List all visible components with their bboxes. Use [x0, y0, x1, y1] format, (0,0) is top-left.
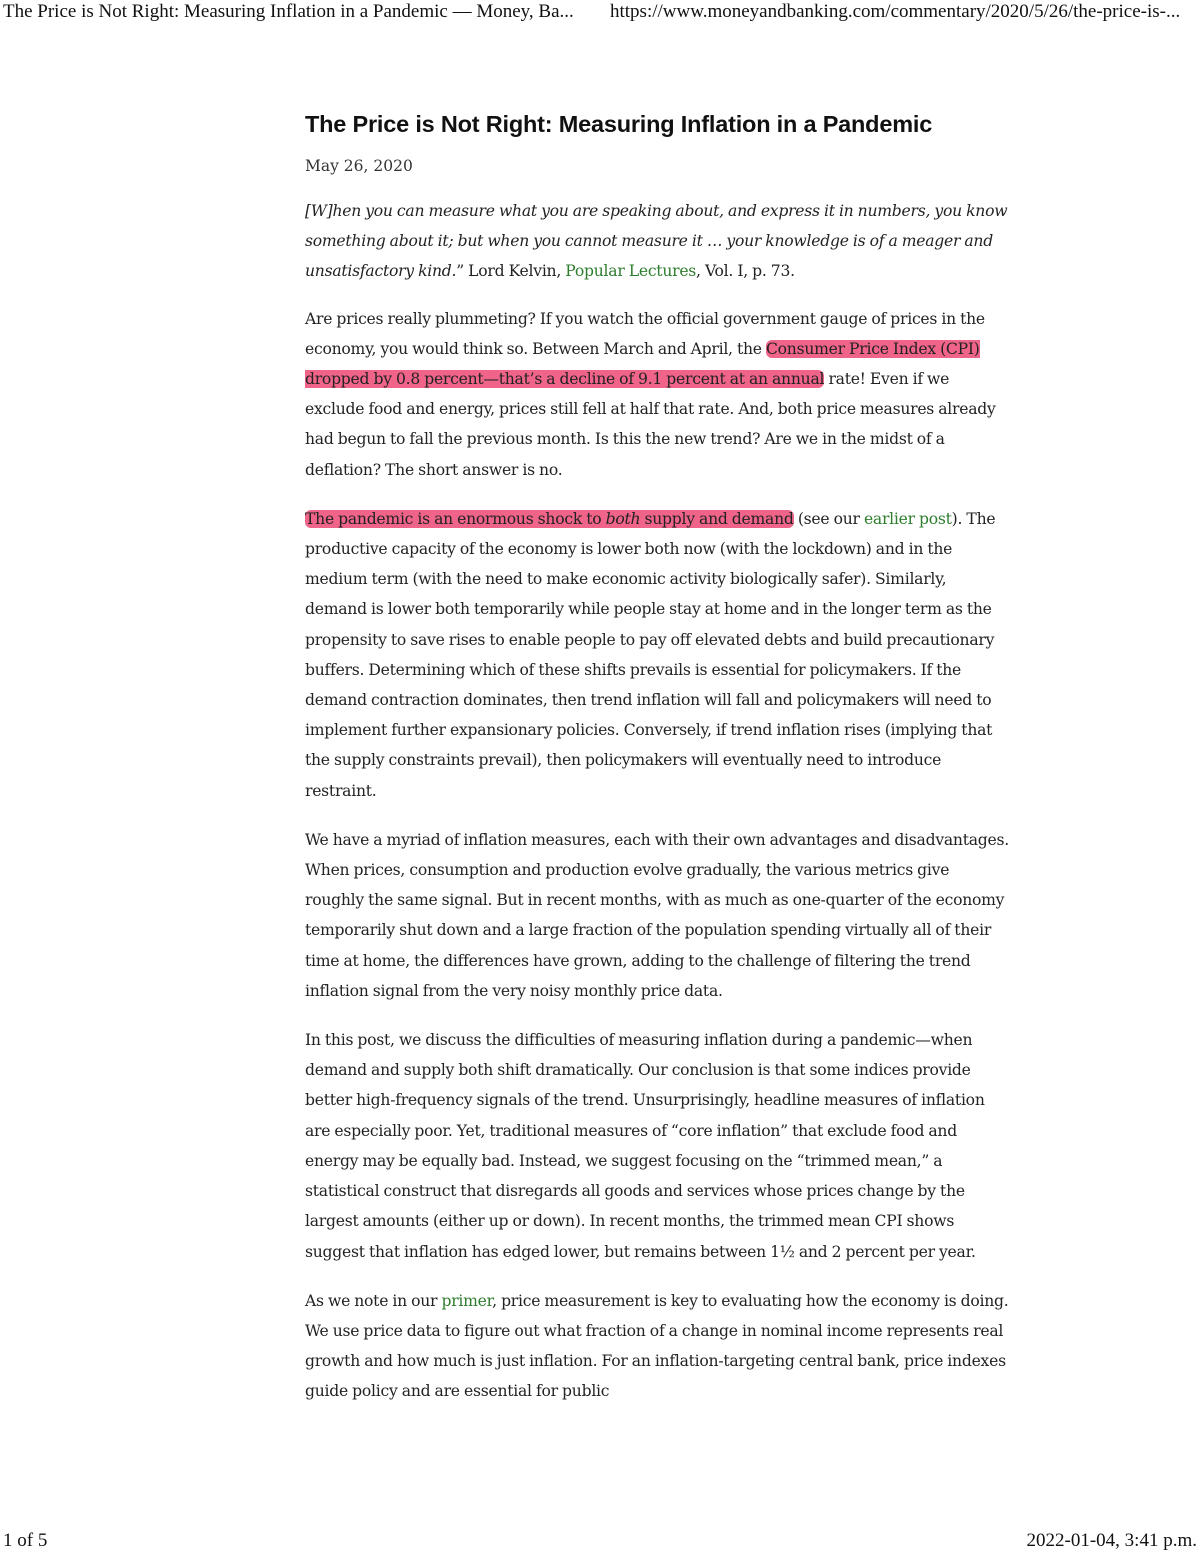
popular-lectures-link[interactable]: Popular Lectures	[565, 262, 697, 281]
print-header	[0, 0, 1200, 24]
highlight-pandemic-shock	[305, 510, 794, 528]
quote-attribution-pre: ” Lord Kelvin,	[456, 262, 566, 281]
print-header-url: https://www.moneyandbanking.com/commentary/2020/5/26/the-price-is-...	[610, 1, 1181, 22]
paragraph-2-text-mid: (see our	[793, 509, 864, 528]
quote-text: [W]hen you can measure what you are speaking about, and express it in numbers, you know something about it; but when you cannot measure it … your knowledge is of a meager and unsatisfactory kind.	[305, 202, 1008, 281]
print-header-title: The Price is Not Right: Measuring Inflation in a Pandemic — Money, Ba...	[3, 1, 574, 22]
earlier-post-link[interactable]: earlier post	[863, 509, 952, 528]
quote-attribution-post: , Vol. I, p. 73.	[696, 262, 795, 281]
paragraph-1	[305, 304, 1010, 485]
primer-link[interactable]: primer	[441, 1291, 493, 1310]
paragraph-1-text-pre: Are prices really plummeting? If you watch the official government gauge of prices in the economy, you would think so. Between March and April, the	[305, 309, 985, 358]
print-footer	[0, 1530, 1200, 1553]
paragraph-5	[305, 1286, 1010, 1407]
paragraph-2-text-post: ). The productive capacity of the economy is lower both now (with the lockdown) and in the medium term (with the need to make economic activity biologically safer). Similarly, demand is lower both temporarily while people stay at home and in the longer term as the propensity to save rises to enable people to pay off elevated debts and build precautionary buffers. Determining which of these shifts prevails is essential for policymakers. If the demand contraction dominates, then trend inflation will fall and policymakers will need to implement further expansionary policies. Conversely, if trend inflation rises (implying that the supply constraints prevail), then policymakers will eventually need to introduce restraint.	[305, 509, 996, 800]
paragraph-1-text-post: rate! Even if we exclude food and energy, prices still fell at half that rate. And, both price measures already had begun to fall the previous month. Is this the new trend? Are we in the midst of a deflation? The short answer is no.	[305, 370, 996, 479]
paragraph-5-text-post: , price measurement is key to evaluating how the economy is doing. We use price data to figure out what fraction of a change in nominal income represents real growth and how much is just inflation. For an inflation-targeting central bank, price indexes guide policy and are essential for public	[305, 1291, 1009, 1401]
print-datetime: 2022-01-04, 3:41 p.m.	[1026, 1530, 1197, 1551]
page-number: 1 of 5	[3, 1530, 48, 1551]
paragraph-5-text-pre: As we note in our	[305, 1291, 442, 1310]
highlight-pandemic-em: both	[605, 509, 641, 528]
highlight-pandemic-post: supply and demand	[640, 509, 794, 528]
paragraph-3: We have a myriad of inflation measures, each with their own advantages and disadvantages. When prices, consumption and production evolve gradually, the various metrics give roughly the same signal. But in recent months, with as much as one-quarter of the economy temporarily shut down and a large fraction of the population spending virtually all of their time at home, the differences have grown, adding to the challenge of filtering the trend inflation signal from the very noisy monthly price data.	[305, 830, 1009, 1000]
highlight-pandemic-pre: The pandemic is an enormous shock to	[305, 509, 606, 528]
epigraph-quote	[305, 196, 1010, 287]
article-title: The Price is Not Right: Measuring Inflation in a Pandemic	[305, 111, 933, 137]
article	[305, 108, 1010, 1407]
paragraph-2	[305, 504, 1010, 806]
highlight-cpi: Consumer Price Index (CPI) dropped by 0.8 percent—that’s a decline of 9.1 percent at an annual	[305, 339, 980, 389]
article-date: May 26, 2020	[305, 157, 413, 175]
paragraph-4: In this post, we discuss the difficulties of measuring inflation during a pandemic—when demand and supply both shift dramatically. Our conclusion is that some indices provide better high-frequency signals of the trend. Unsurprisingly, headline measures of inflation are especially poor. Yet, traditional measures of “core inflation” that exclude food and energy may be equally bad. Instead, we suggest focusing on the “trimmed mean,” a statistical construct that disregards all goods and services whose prices change by the largest amounts (either up or down). In recent months, the trimmed mean CPI shows suggest that inflation has edged lower, but remains between 1½ and 2 percent per year.	[305, 1031, 985, 1261]
